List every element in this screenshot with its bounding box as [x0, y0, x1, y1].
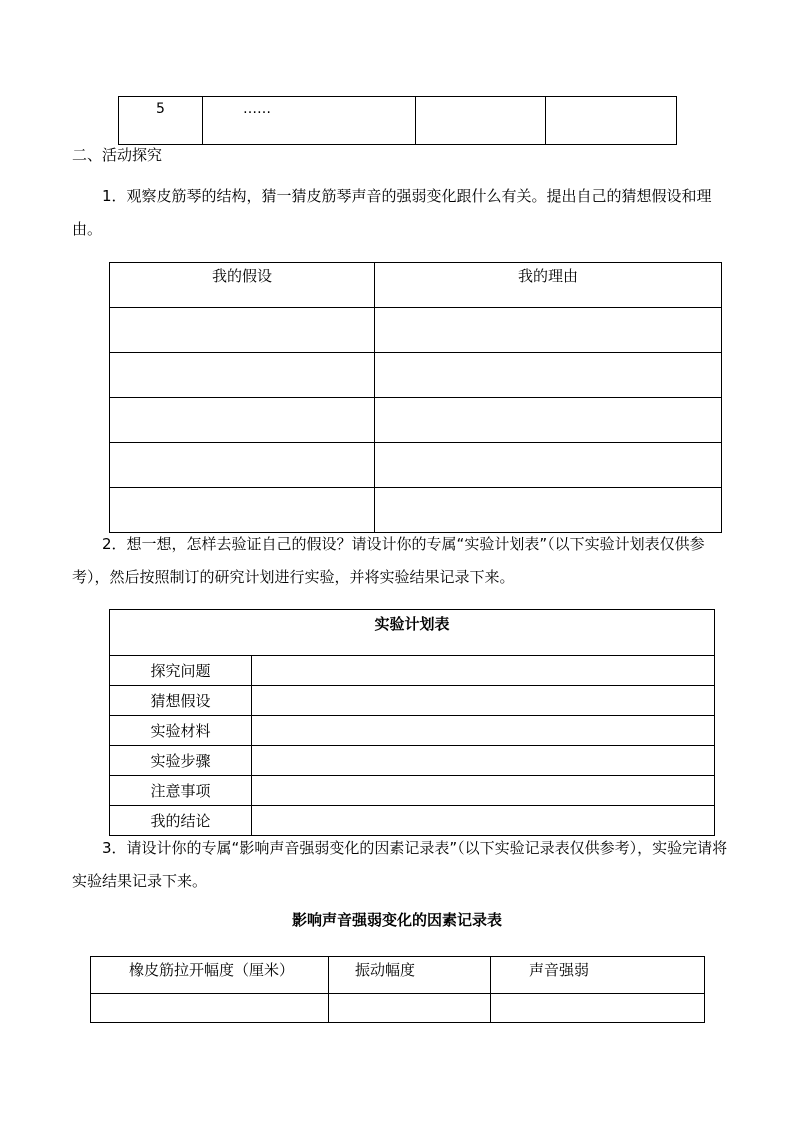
record-table-title: 影响声音强弱变化的因素记录表: [291, 911, 502, 929]
hypothesis-cell[interactable]: [110, 443, 375, 488]
reason-cell[interactable]: [375, 488, 722, 533]
question-1-text: 1．观察皮筋琴的结构，猜一猜皮筋琴声音的强弱变化跟什么有关。提出自己的猜想假设和理由。: [72, 187, 712, 238]
table-header-row: [91, 957, 705, 994]
record-table: [90, 956, 705, 1023]
table-row: [110, 353, 722, 398]
top-table: [118, 96, 677, 145]
table-row: [119, 97, 677, 145]
table-row: [91, 994, 705, 1023]
reason-cell[interactable]: [375, 353, 722, 398]
hypothesis-cell[interactable]: [110, 308, 375, 353]
plan-row-label: 我的结论: [110, 806, 252, 836]
table-row: [110, 308, 722, 353]
plan-table: [109, 609, 715, 836]
reason-cell[interactable]: [375, 398, 722, 443]
table-row: [110, 488, 722, 533]
table-row: [110, 716, 715, 746]
reason-cell[interactable]: [375, 308, 722, 353]
question-3-text: 3．请设计你的专属“影响声音强弱变化的因素记录表”（以下实验记录表仅供参考），实验完请将实验结果记录下来。: [72, 839, 728, 890]
amplitude-header: 振动幅度: [329, 957, 491, 994]
table-row: [110, 746, 715, 776]
plan-row-input[interactable]: [252, 746, 715, 776]
table-header-row: [110, 263, 722, 308]
record-cell[interactable]: [91, 994, 329, 1023]
hypothesis-cell[interactable]: [110, 353, 375, 398]
record-cell[interactable]: [329, 994, 491, 1023]
empty-cell[interactable]: [416, 97, 546, 145]
table-row: [110, 443, 722, 488]
plan-row-input[interactable]: [252, 776, 715, 806]
plan-row-input[interactable]: [252, 686, 715, 716]
record-cell[interactable]: [491, 994, 705, 1023]
plan-row-label: 猜想假设: [110, 686, 252, 716]
row-number-cell: 5: [119, 97, 203, 145]
plan-row-label: 探究问题: [110, 656, 252, 686]
reason-cell[interactable]: [375, 443, 722, 488]
hypothesis-cell[interactable]: [110, 488, 375, 533]
hypothesis-table: [109, 262, 722, 533]
ellipsis-cell: ……: [203, 97, 416, 145]
table-row: [110, 776, 715, 806]
table-row: [110, 686, 715, 716]
hypothesis-cell[interactable]: [110, 398, 375, 443]
empty-cell[interactable]: [546, 97, 677, 145]
plan-row-label: 实验步骤: [110, 746, 252, 776]
plan-row-input[interactable]: [252, 806, 715, 836]
table-row: [110, 656, 715, 686]
plan-title-row: [110, 610, 715, 656]
plan-row-label: 注意事项: [110, 776, 252, 806]
stretch-header: 橡皮筋拉开幅度（厘米）: [91, 957, 329, 994]
table-row: [110, 398, 722, 443]
question-2-text: 2．想一想，怎样去验证自己的假设？请设计你的专属“实验计划表”（以下实验计划表仅供参考），然后按照制订的研究计划进行实验，并将实验结果记录下来。: [72, 535, 705, 586]
section-heading: 二、活动探究: [72, 146, 163, 164]
plan-table-title: 实验计划表: [110, 610, 715, 656]
reason-header: 我的理由: [375, 263, 722, 308]
plan-row-input[interactable]: [252, 656, 715, 686]
hypothesis-header: 我的假设: [110, 263, 375, 308]
plan-row-input[interactable]: [252, 716, 715, 746]
table-row: [110, 806, 715, 836]
loudness-header: 声音强弱: [491, 957, 705, 994]
plan-row-label: 实验材料: [110, 716, 252, 746]
